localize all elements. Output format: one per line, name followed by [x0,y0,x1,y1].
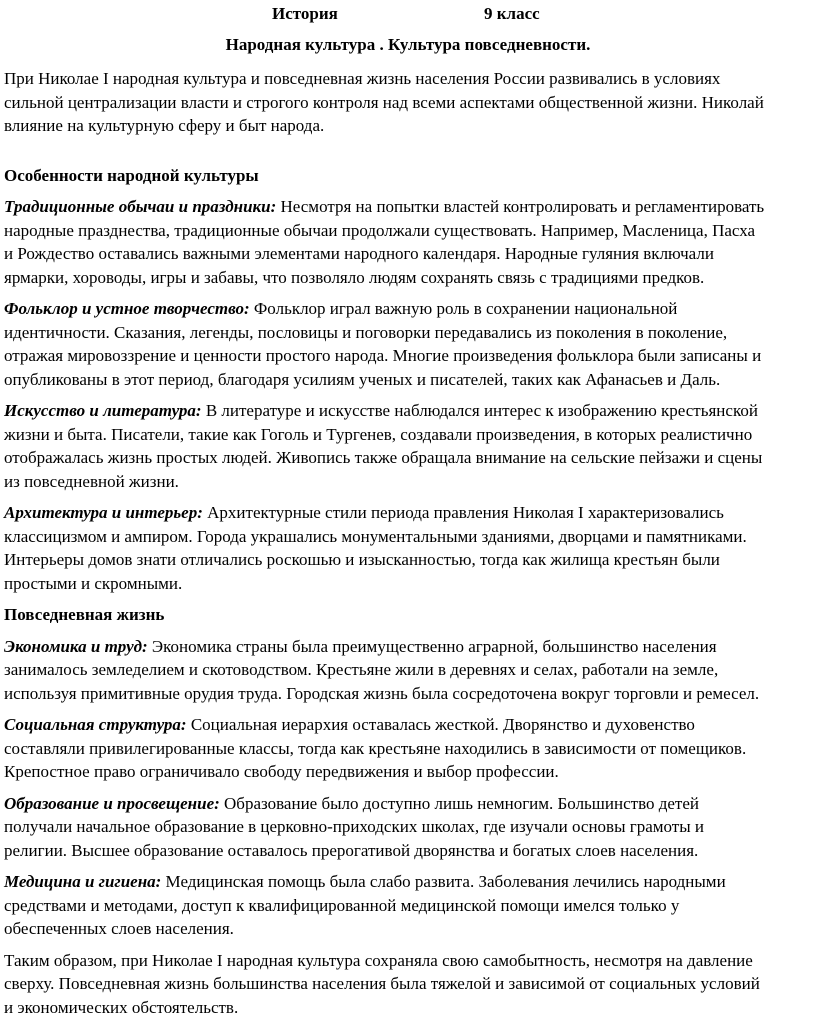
text-line: жизни и быта. Писатели, такие как Гоголь и Тургенев, создавали произведения, в которых реалистично [4,423,816,447]
paragraph-medicine [4,870,816,941]
text-line: отражая мировоззрение и ценности простого народа. Многие произведения фольклора были записаны и [4,344,816,368]
intro-paragraph [4,67,816,138]
text-line: средствами и методами, доступ к квалифицированной медицинской помощи имелся только у [4,894,816,918]
text-line: получали начальное образование в церковно-приходских школах, где изучали основы грамоты и [4,815,816,839]
paragraph-text: Медицинская помощь была слабо развита. Заболевания лечились народными [161,872,725,891]
paragraph-lead: Искусство и литература: [4,401,202,420]
paragraph-lead: Экономика и труд: [4,637,148,656]
paragraph-art-literature [4,399,816,493]
paragraph-text: Фольклор играл важную роль в сохранении национальной [250,299,678,318]
text-line: обеспеченных слоев населения. [4,917,816,941]
text-line [4,297,816,321]
text-line: влияние на культурную сферу и быт народа. [4,114,816,138]
text-line [4,195,816,219]
text-line: простыми и скромными. [4,572,816,596]
subject-label: История [272,4,338,24]
paragraph-economy [4,635,816,706]
text-line: религии. Высшее образование оставалось прерогативой дворянства и богатых слоев населения. [4,839,816,863]
paragraph-text: Образование было доступно лишь немногим. Большинство детей [220,794,699,813]
section-heading-folk-culture: Особенности народной культуры [4,164,816,188]
document-body [4,67,816,1019]
text-line [4,792,816,816]
text-line: составляли привилегированные классы, тогда как крестьяне находились в зависимости от помещиков. [4,737,816,761]
paragraph-text: Социальная иерархия оставалась жесткой. Дворянство и духовенство [187,715,695,734]
text-line: и экономических обстоятельств. [4,996,816,1019]
text-line: классицизмом и ампиром. Города украшались монументальными зданиями, дворцами и памятниками. [4,525,816,549]
paragraph-folklore [4,297,816,391]
paragraph-text: Экономика страны была преимущественно аграрной, большинство населения [148,637,717,656]
text-line: ярмарки, хороводы, игры и забавы, что позволяло людям сохранять связь с традициями предков. [4,266,816,290]
paragraph-lead: Архитектура и интерьер: [4,503,203,522]
paragraph-education [4,792,816,863]
text-line: используя примитивные орудия труда. Городская жизнь была сосредоточена вокруг торговли и ремесел. [4,682,816,706]
paragraph-lead: Фольклор и устное творчество: [4,299,250,318]
text-line [4,870,816,894]
paragraph-text: В литературе и искусстве наблюдался интерес к изображению крестьянской [202,401,758,420]
text-line: Интерьеры домов знати отличались роскошью и изысканностью, тогда как жилища крестьян были [4,548,816,572]
paragraph-text: Архитектурные стили периода правления Николая I характеризовались [203,503,724,522]
grade-label: 9 класс [484,4,540,24]
document-title: Народная культура . Культура повседневности. [0,35,816,55]
paragraph-lead: Традиционные обычаи и праздники: [4,197,276,216]
paragraph-lead: Социальная структура: [4,715,187,734]
paragraph-social-structure [4,713,816,784]
section-heading-daily-life: Повседневная жизнь [4,603,816,627]
paragraph-lead: Медицина и гигиена: [4,872,161,891]
document-header [0,4,816,26]
text-line: Таким образом, при Николае I народная культура сохраняла свою самобытность, несмотря на давление [4,949,816,973]
text-line: сильной централизации власти и строгого контроля над всеми аспектами общественной жизни. Николай [4,91,816,115]
text-line: из повседневной жизни. [4,470,816,494]
text-line [4,399,816,423]
text-line: При Николае I народная культура и повседневная жизнь населения России развивались в условиях [4,67,816,91]
text-line [4,713,816,737]
text-line [4,635,816,659]
text-line: и Рождество оставались важными элементами народного календаря. Народные гуляния включали [4,242,816,266]
paragraph-lead: Образование и просвещение: [4,794,220,813]
conclusion-paragraph [4,949,816,1019]
text-line: сверху. Повседневная жизнь большинства населения была тяжелой и зависимой от социальных условий [4,972,816,996]
text-line [4,501,816,525]
paragraph-architecture [4,501,816,595]
text-line: Крепостное право ограничивало свободу передвижения и выбор профессии. [4,760,816,784]
text-line: опубликованы в этот период, благодаря усилиям ученых и писателей, таких как Афанасьев и Даль. [4,368,816,392]
paragraph-text: Несмотря на попытки властей контролировать и регламентировать [276,197,764,216]
paragraph-traditions [4,195,816,289]
text-line: народные празднества, традиционные обычаи продолжали существовать. Например, Масленица, Пасха [4,219,816,243]
text-line: идентичности. Сказания, легенды, пословицы и поговорки передавались из поколения в поколение, [4,321,816,345]
text-line: отображалась жизнь простых людей. Живопись также обращала внимание на сельские пейзажи и сцены [4,446,816,470]
text-line: занималось земледелием и скотоводством. Крестьяне жили в деревнях и селах, работали на земле, [4,658,816,682]
